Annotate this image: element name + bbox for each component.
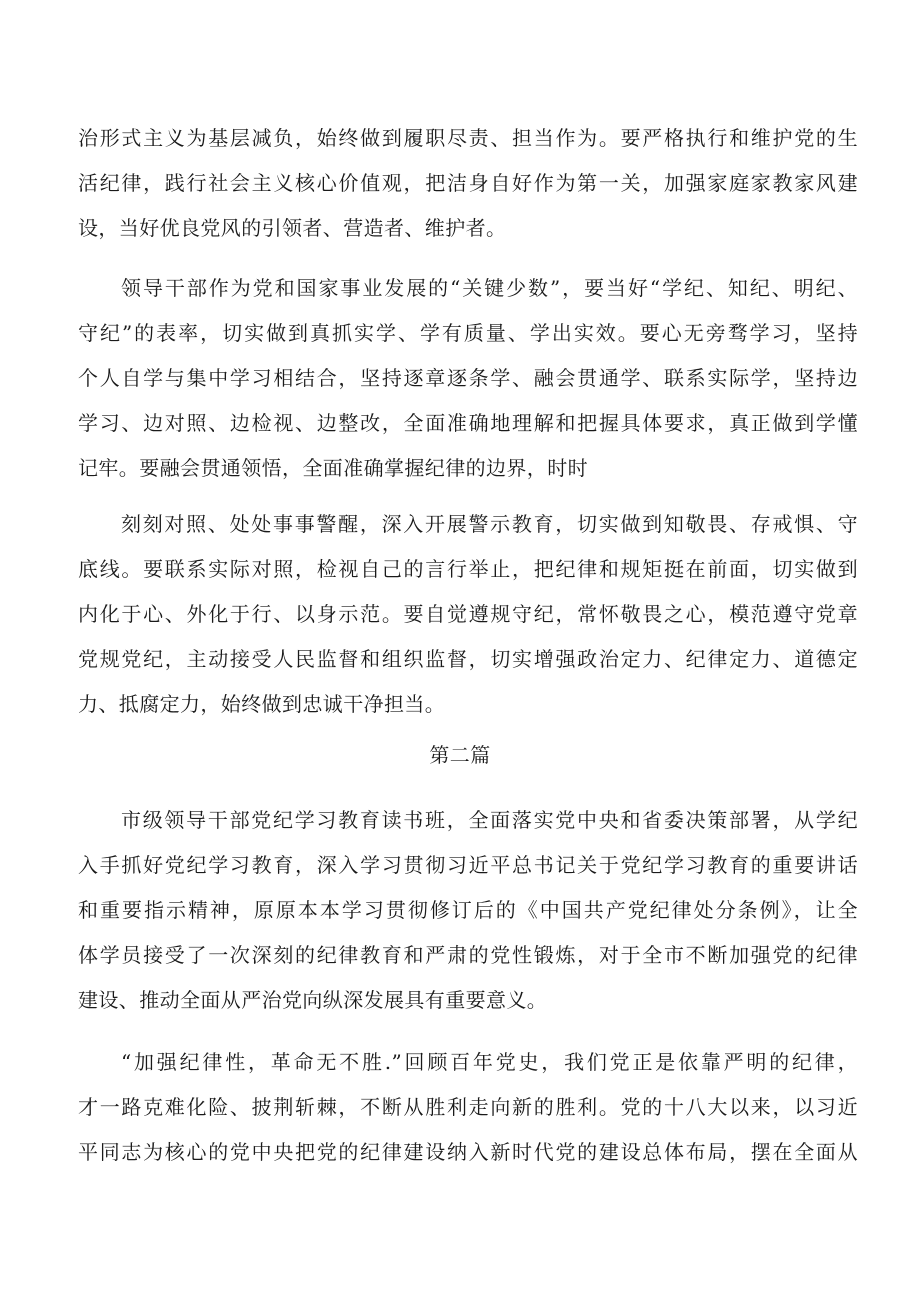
text-line: 底线。要联系实际对照，检视自己的言行举止，把纪律和规矩挺在前面，切实做到 <box>78 557 858 581</box>
text-line: 记牢。要融会贯通领悟，全面准确掌握纪律的边界，时时 <box>78 456 588 480</box>
text-line: 治形式主义为基层减负，始终做到履职尽责、担当作为。要严格执行和维护党的生 <box>78 126 858 150</box>
text-line: 守纪”的表率，切实做到真抓实学、学有质量、学出实效。要心无旁骛学习，坚持 <box>78 321 858 345</box>
text-line: 平同志为核心的党中央把党的纪律建设纳入新时代党的建设总体布局，摆在全面从 <box>78 1140 858 1164</box>
text-line: 设，当好优良党风的引领者、营造者、维护者。 <box>78 216 507 240</box>
text-line: 活纪律，践行社会主义核心价值观，把洁身自好作为第一关，加强家庭家教家风建 <box>78 171 858 195</box>
text-line: 党规党纪，主动接受人民监督和组织监督，切实增强政治定力、纪律定力、道德定 <box>78 647 858 671</box>
text-line: 学习、边对照、边检视、边整改，全面准确地理解和把握具体要求，真正做到学懂 <box>78 411 858 435</box>
text-line: 力、抵腐定力，始终做到忠诚干净担当。 <box>78 692 446 716</box>
text-line: 市级领导干部党纪学习教育读书班，全面落实党中央和省委决策部署，从学纪 <box>121 808 858 832</box>
text-line: 才一路克难化险、披荆斩棘，不断从胜利走向新的胜利。党的十八大以来，以习近 <box>78 1095 858 1119</box>
text-line: 入手抓好党纪学习教育，深入学习贯彻习近平总书记关于党纪学习教育的重要讲话 <box>78 853 858 877</box>
text-line: 刻刻对照、处处事事警醒，深入开展警示教育，切实做到知敬畏、存戒惧、守 <box>121 512 858 536</box>
section-heading: 第二篇 <box>429 743 491 767</box>
text-line: “加强纪律性，革命无不胜.”回顾百年党史，我们党正是依靠严明的纪律， <box>121 1050 858 1074</box>
text-line: 和重要指示精神，原原本本学习贯彻修订后的《中国共产党纪律处分条例》，让全 <box>78 898 858 922</box>
text-line: 个人自学与集中学习相结合，坚持逐章逐条学、融会贯通学、联系实际学，坚持边 <box>78 366 858 390</box>
text-line: 领导干部作为党和国家事业发展的“关键少数”，要当好“学纪、知纪、明纪、 <box>121 276 858 300</box>
text-line: 体学员接受了一次深刻的纪律教育和严肃的党性锻炼，对于全市不断加强党的纪律 <box>78 943 858 967</box>
text-line: 建设、推动全面从严治党向纵深发展具有重要意义。 <box>78 988 548 1012</box>
text-line: 内化于心、外化于行、以身示范。要自觉遵规守纪，常怀敬畏之心，模范遵守党章 <box>78 602 858 626</box>
